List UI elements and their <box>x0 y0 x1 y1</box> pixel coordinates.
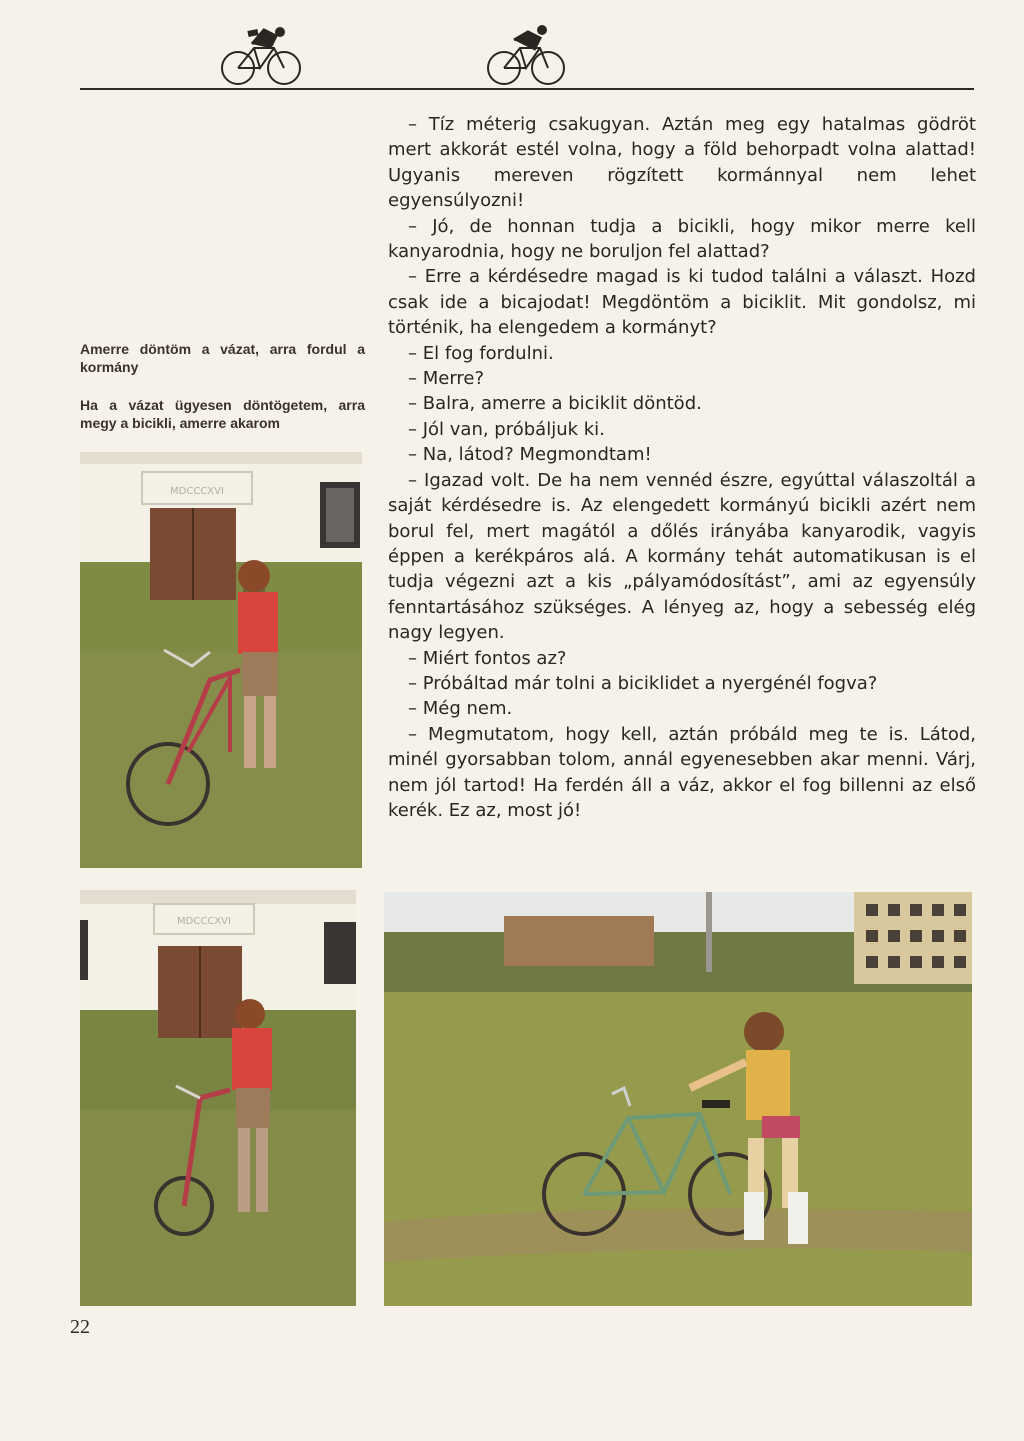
door-sign: MDCCCXVI <box>170 486 224 497</box>
body-text <box>388 112 976 823</box>
paragraph: – Jó, de honnan tudja a bicikli, hogy mikor merre kell kanyarodnia, hogy ne boruljon fel alattad? <box>388 215 976 263</box>
paragraph: – Tíz méterig csakugyan. Aztán meg egy hatalmas gödröt mert akkorát estél volna, hogy a föld behorpadt volna alattad! Ugyanis mereven rögzített kormánnyal nem lehet egyensúlyozni! <box>388 114 976 212</box>
cyclist-icon-right <box>484 18 568 88</box>
caption-tilting: Ha a vázat ügyesen döntögetem, arra megy a bicikli, amerre akarom <box>80 397 365 431</box>
photo-boy-standing-bike <box>80 890 356 1306</box>
paragraph: – Megmutatom, hogy kell, aztán próbáld meg te is. Látod, minél gyorsabban tolom, annál egyenesebben akar menni. Várj, nem jól tartod! Ha ferdén áll a váz, akkor el fog billenni az első kerék. Ez az, most jó! <box>388 723 976 821</box>
paragraph: – El fog fordulni. <box>408 342 554 364</box>
paragraph: – Erre a kérdésedre magad is ki tudod találni a választ. Hozd csak ide a bicajodat! Megdöntöm a biciklit. Mit gondolsz, mi történik, ha elengedem a kormányt? <box>388 266 976 339</box>
door-sign: MDCCCXVI <box>177 916 231 927</box>
paragraph: – Miért fontos az? <box>408 647 567 669</box>
paragraph: – Jól van, próbáljuk ki. <box>408 418 605 440</box>
cyclist-icon-left <box>218 18 302 88</box>
page-number: 22 <box>70 1316 90 1338</box>
paragraph: – Még nem. <box>408 698 513 720</box>
photo-boy-tilting-bike <box>80 452 362 868</box>
caption-steering: Amerre döntöm a vázat, arra fordul a kormány <box>80 341 365 375</box>
paragraph: – Merre? <box>408 368 485 390</box>
paragraph: – Na, látod? Megmondtam! <box>408 444 652 466</box>
paragraph: – Balra, amerre a biciklit döntöd. <box>408 393 702 415</box>
header-rule <box>80 88 974 90</box>
photo-boy-pushing-bike <box>384 892 972 1306</box>
paragraph: – Próbáltad már tolni a biciklidet a nyergénél fogva? <box>408 672 878 694</box>
paragraph: – Igazad volt. De ha nem vennéd észre, egyúttal válaszoltál a saját kérdésedre is. Az elengedett kormányú bicikli azért nem borul fel, mert magától a dőlés irányába kanyarodik, vagyis éppen a kerékpáros alá. A kormány tehát automatikusan is el tudja végezni azt a kis „pályamódosítást”, ami az egyensúly fenntartásához szükséges. A lényeg az, hogy a sebesség elég nagy legyen. <box>388 469 976 644</box>
